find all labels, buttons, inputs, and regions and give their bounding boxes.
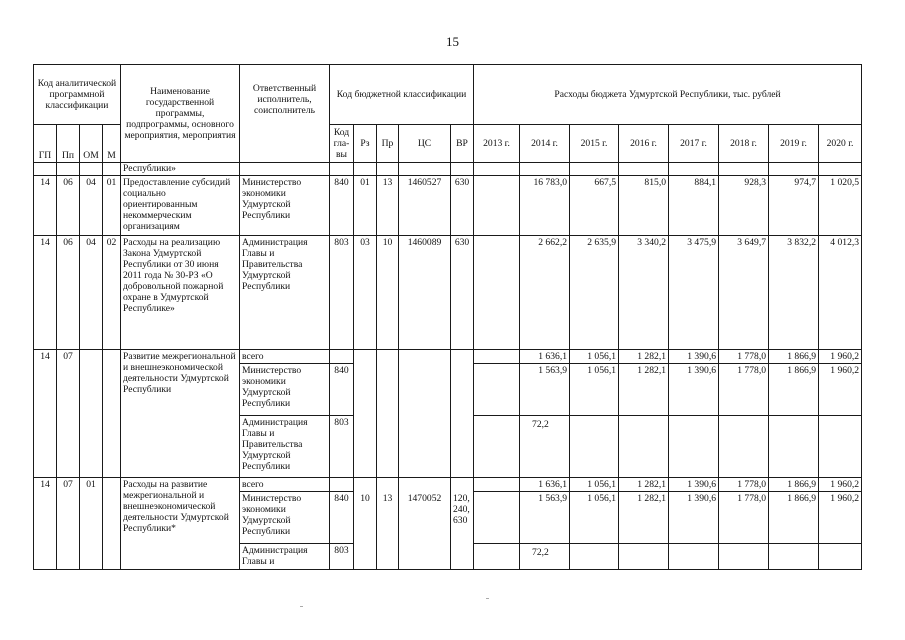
cell-rz: 10 xyxy=(354,492,377,544)
cell-vr xyxy=(451,478,474,492)
cell-value: 3 475,9 xyxy=(669,236,719,350)
cell-value xyxy=(819,416,862,478)
cell-name: Развитие межрегиональной и внешнеэкономической деятельности Удмуртской Республики xyxy=(121,350,240,478)
cell-value: 1 282,1 xyxy=(619,478,669,492)
header-pr: Пр xyxy=(377,125,399,163)
table-row xyxy=(34,176,862,236)
cell-value xyxy=(769,544,819,570)
table-row xyxy=(34,236,862,350)
cell-glava: 840 xyxy=(330,364,354,416)
cell-rz xyxy=(354,478,377,492)
header-year-2018: 2018 г. xyxy=(719,125,769,163)
header-pp: Пп xyxy=(57,125,80,163)
scan-speck xyxy=(486,598,489,599)
cell-pr: 13 xyxy=(377,176,399,236)
header-glava: Код гла-вы xyxy=(330,125,354,163)
cell-name: Предоставление субсидий социально ориентированным некоммерческим организациям xyxy=(121,176,240,236)
cell-value: 928,3 xyxy=(719,176,769,236)
cell-value: 1 020,5 xyxy=(819,176,862,236)
cell-name: Расходы на реализацию Закона Удмуртской Республики от 30 июня 2011 года № 30-РЗ «О добровольной пожарной охране в Удмуртской Республике» xyxy=(121,236,240,350)
cell-m xyxy=(103,350,121,478)
cell-value: 1 056,1 xyxy=(570,478,619,492)
cell-cs: 1460527 xyxy=(399,176,451,236)
cell-cs: 1460089 xyxy=(399,236,451,350)
cell-glava: 803 xyxy=(330,236,354,350)
cell-value xyxy=(474,236,520,350)
cell-responsible: всего xyxy=(240,350,330,364)
cell-gp: 14 xyxy=(34,176,57,236)
cell-value: 1 778,0 xyxy=(719,492,769,544)
cell-pr xyxy=(377,544,399,570)
cell-value: 1 960,2 xyxy=(819,492,862,544)
cell-pp: 07 xyxy=(57,478,80,570)
header-code-budget: Код бюджетной классификации xyxy=(330,65,474,125)
header-expenses: Расходы бюджета Удмуртской Республики, тыс. рублей xyxy=(474,65,862,125)
cell-pp: 06 xyxy=(57,176,80,236)
cell-value: 3 340,2 xyxy=(619,236,669,350)
header-year-2020: 2020 г. xyxy=(819,125,862,163)
cell-value xyxy=(719,544,769,570)
cell-m: 02 xyxy=(103,236,121,350)
cell-value: 1 056,1 xyxy=(570,350,619,364)
cell-glava xyxy=(330,350,354,364)
cell-gp: 14 xyxy=(34,350,57,478)
cell-value xyxy=(474,544,520,570)
header-year-2015: 2015 г. xyxy=(570,125,619,163)
cell-value: 1 282,1 xyxy=(619,364,669,416)
cell-value: 2 635,9 xyxy=(570,236,619,350)
cell-responsible: Администрация Главы и Правительства Удмуртской Республики xyxy=(240,416,330,478)
table-row xyxy=(34,350,862,364)
cell-value: 815,0 xyxy=(619,176,669,236)
header-om: ОМ xyxy=(80,125,103,163)
cell-responsible: Министерство экономики Удмуртской Республики xyxy=(240,492,330,544)
cell-value xyxy=(619,544,669,570)
cell-value: 4 012,3 xyxy=(819,236,862,350)
cell-vr: 630 xyxy=(451,236,474,350)
header-vr: ВР xyxy=(451,125,474,163)
cell-value: 884,1 xyxy=(669,176,719,236)
cell-value xyxy=(474,364,520,416)
continued-text: Республики» xyxy=(121,163,240,176)
cell-value xyxy=(474,416,520,478)
header-code-analytic: Код аналитической программной классификации xyxy=(34,65,121,125)
header-gp: ГП xyxy=(34,125,57,163)
cell-value: 1 390,6 xyxy=(669,364,719,416)
cell-value: 1 056,1 xyxy=(570,364,619,416)
cell-value xyxy=(819,544,862,570)
cell-m: 01 xyxy=(103,176,121,236)
cell-value: 1 636,1 xyxy=(520,478,570,492)
cell-value: 1 778,0 xyxy=(719,350,769,364)
cell-glava: 803 xyxy=(330,416,354,478)
budget-table xyxy=(33,64,862,570)
cell-name: Расходы на развитие межрегиональной и внешнеэкономической деятельности Удмуртской Республики* xyxy=(121,478,240,570)
cell-value: 72,2 xyxy=(520,416,570,478)
cell-value: 1 866,9 xyxy=(769,492,819,544)
cell-cs: 1470052 xyxy=(399,492,451,544)
cell-value: 1 778,0 xyxy=(719,364,769,416)
cell-responsible: Министерство экономики Удмуртской Республики xyxy=(240,364,330,416)
header-m: М xyxy=(103,125,121,163)
header-cs: ЦС xyxy=(399,125,451,163)
cell-responsible: Администрация Главы и xyxy=(240,544,330,570)
cell-value xyxy=(474,478,520,492)
cell-m xyxy=(103,478,121,570)
header-year-2016: 2016 г. xyxy=(619,125,669,163)
cell-pp: 06 xyxy=(57,236,80,350)
cell-responsible: Администрация Главы и Правительства Удмуртской Республики xyxy=(240,236,330,350)
cell-value xyxy=(474,176,520,236)
cell-rz: 03 xyxy=(354,236,377,350)
cell-value: 1 778,0 xyxy=(719,478,769,492)
cell-value: 1 636,1 xyxy=(520,350,570,364)
cell-pr xyxy=(377,478,399,492)
cell-om: 04 xyxy=(80,176,103,236)
cell-value: 3 832,2 xyxy=(769,236,819,350)
cell-value: 2 662,2 xyxy=(520,236,570,350)
header-year-2017: 2017 г. xyxy=(669,125,719,163)
cell-value: 72,2 xyxy=(520,544,570,570)
header-year-2013: 2013 г. xyxy=(474,125,520,163)
cell-value xyxy=(669,416,719,478)
cell-gp: 14 xyxy=(34,236,57,350)
cell-om: 04 xyxy=(80,236,103,350)
header-responsible: Ответственный исполнитель, соисполнитель xyxy=(240,65,330,163)
cell-value: 1 960,2 xyxy=(819,364,862,416)
cell-value: 974,7 xyxy=(769,176,819,236)
cell-vr xyxy=(451,544,474,570)
cell-value: 16 783,0 xyxy=(520,176,570,236)
cell-value: 1 390,6 xyxy=(669,478,719,492)
header-year-2019: 2019 г. xyxy=(769,125,819,163)
cell-cs xyxy=(399,478,451,492)
table-row xyxy=(34,163,862,176)
cell-vr: 630 xyxy=(451,176,474,236)
cell-value: 1 866,9 xyxy=(769,364,819,416)
cell-value: 1 390,6 xyxy=(669,350,719,364)
cell-rz xyxy=(354,544,377,570)
cell-om xyxy=(80,350,103,478)
cell-value xyxy=(474,350,520,364)
cell-glava xyxy=(330,478,354,492)
cell-pp: 07 xyxy=(57,350,80,478)
cell-pr: 13 xyxy=(377,492,399,544)
cell-value xyxy=(719,416,769,478)
cell-value xyxy=(769,416,819,478)
cell-value: 1 960,2 xyxy=(819,350,862,364)
cell-cs xyxy=(399,544,451,570)
cell-responsible: всего xyxy=(240,478,330,492)
cell-value: 1 960,2 xyxy=(819,478,862,492)
cell-vr: 120, 240, 630 xyxy=(451,492,474,544)
table-row xyxy=(34,478,862,492)
cell-glava: 803 xyxy=(330,544,354,570)
cell-value xyxy=(619,416,669,478)
cell-om: 01 xyxy=(80,478,103,570)
header-rz: Рз xyxy=(354,125,377,163)
cell-value: 1 282,1 xyxy=(619,492,669,544)
header-program-name: Наименование государственной программы, подпрограммы, основного мероприятия, мероприятия xyxy=(121,65,240,163)
cell-value: 1 866,9 xyxy=(769,350,819,364)
cell-value xyxy=(474,492,520,544)
cell-value: 1 563,9 xyxy=(520,364,570,416)
cell-value xyxy=(570,416,619,478)
cell-value: 1 056,1 xyxy=(570,492,619,544)
cell-glava: 840 xyxy=(330,492,354,544)
cell-glava: 840 xyxy=(330,176,354,236)
cell-value: 667,5 xyxy=(570,176,619,236)
cell-value xyxy=(669,544,719,570)
cell-gp: 14 xyxy=(34,478,57,570)
cell-value: 1 563,9 xyxy=(520,492,570,544)
cell-responsible: Министерство экономики Удмуртской Республики xyxy=(240,176,330,236)
cell-value xyxy=(570,544,619,570)
cell-rz: 01 xyxy=(354,176,377,236)
page-number: 15 xyxy=(446,34,459,49)
scan-speck xyxy=(300,606,303,607)
cell-value: 3 649,7 xyxy=(719,236,769,350)
header-year-2014: 2014 г. xyxy=(520,125,570,163)
cell-value: 1 390,6 xyxy=(669,492,719,544)
cell-pr: 10 xyxy=(377,236,399,350)
cell-value: 1 282,1 xyxy=(619,350,669,364)
cell-value: 1 866,9 xyxy=(769,478,819,492)
